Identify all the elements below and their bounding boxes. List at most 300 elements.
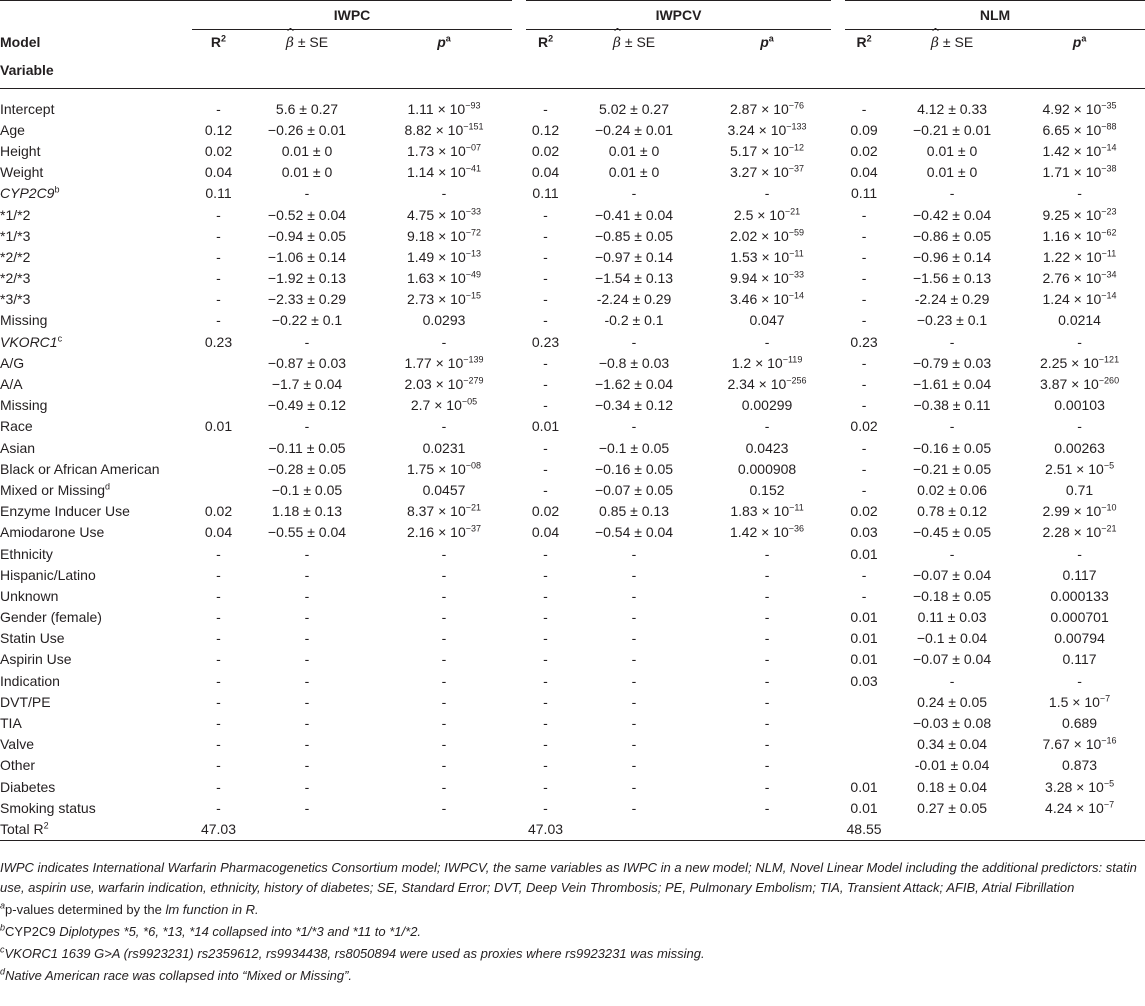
iwpcv-r2-cell: 0.23 <box>531 333 560 350</box>
iwpc-beta-cell: - <box>304 587 310 604</box>
iwpc-r2-cell <box>192 352 245 373</box>
iwpc-r2-cell: 0.01 <box>204 418 233 435</box>
nlm-p-cell: $1.22 \times 10^{-11}$ <box>1042 248 1117 265</box>
nlm-r2-cell: - <box>861 376 867 393</box>
iwpc-r2-cell: - <box>216 545 221 562</box>
iwpcv-r2-cell: - <box>543 312 548 329</box>
iwpc-p-cell: 0.0457 <box>422 481 466 498</box>
iwpc-beta-cell <box>245 818 369 840</box>
exponent: −11 <box>789 248 804 259</box>
variable-cell: Ethnicity <box>0 545 53 562</box>
table-row <box>0 501 1145 522</box>
nlm-beta-cell: - <box>949 672 955 689</box>
variable-cell: A/A <box>0 376 23 393</box>
nlm-beta-cell: −0.16 ± 0.05 <box>912 439 992 456</box>
iwpc-beta-cell: −2.33 ± 0.29 <box>267 291 347 308</box>
exponent: −11 <box>789 502 804 513</box>
nlm-p-cell: - <box>1077 418 1082 435</box>
nlm-beta-cell: −0.96 ± 0.14 <box>912 248 992 265</box>
table-row <box>0 522 1145 543</box>
nlm-p-cell: 0.117 <box>1062 566 1097 583</box>
table-row <box>0 670 1145 691</box>
iwpcv-r2-cell: - <box>543 100 548 117</box>
iwpc-beta-cell: −1.7 ± 0.04 <box>271 376 343 393</box>
nlm-r2-cell: - <box>861 566 867 583</box>
variable-cell: Intercept <box>0 100 55 117</box>
iwpc-r2-cell: - <box>216 609 221 626</box>
iwpc-r2-cell: - <box>216 291 221 308</box>
nlm-p-cell: $4.24 \times 10^{-7}$ <box>1045 799 1115 816</box>
group-header-iwpcv: IWPCV <box>519 1 838 30</box>
nlm-p-cell: $6.65 \times 10^{-88}$ <box>1042 121 1117 138</box>
exponent: −7 <box>1103 799 1115 810</box>
iwpcv-p-cell: $3.27 \times 10^{-37}$ <box>730 163 805 181</box>
nlm-beta-cell: −0.21 ± 0.05 <box>912 460 992 477</box>
exponent: −37 <box>465 523 482 534</box>
exponent: −279 <box>463 375 484 386</box>
nlm-p-cell: 0.000701 <box>1050 609 1109 626</box>
nlm-p-cell: $7.67 \times 10^{-16}$ <box>1042 735 1117 753</box>
variable-cell: *2/*3 <box>0 270 31 287</box>
iwpcv-p-cell: - <box>764 609 770 626</box>
nlm-p-cell: - <box>1077 185 1082 202</box>
nlm-p-cell: 0.689 <box>1062 715 1098 732</box>
iwpcv-r2-cell: - <box>543 778 548 795</box>
exponent: −121 <box>1098 354 1120 365</box>
nlm-beta-cell: −0.03 ± 0.08 <box>912 715 992 732</box>
nlm-p-cell: 0.00103 <box>1054 397 1105 414</box>
variable-cell: Aspirin Use <box>0 651 72 668</box>
iwpc-r2-cell: - <box>216 312 221 329</box>
iwpcv-r2-cell: 0.04 <box>531 524 560 541</box>
iwpcv-r2-cell: - <box>543 757 548 774</box>
exponent: −41 <box>465 163 482 174</box>
nlm-beta-cell: - <box>949 545 955 562</box>
iwpcv-p-cell: - <box>764 418 770 435</box>
exponent: −62 <box>1101 227 1117 238</box>
nlm-p-cell: $2.28 \times 10^{-21}$ <box>1042 523 1117 541</box>
iwpcv-r2-cell: - <box>543 672 548 689</box>
iwpc-beta-cell: - <box>304 545 310 562</box>
table-row <box>0 607 1145 628</box>
exponent: −16 <box>1101 735 1117 746</box>
iwpcv-beta-cell: - <box>631 693 637 710</box>
variable-cell: Race <box>0 418 33 435</box>
variable-cell: Diabetes <box>0 778 56 795</box>
iwpcv-r2-cell: - <box>543 376 548 393</box>
nlm-r2-cell: 0.01 <box>850 651 878 668</box>
iwpcv-p-cell: $3.46 \times 10^{-14}$ <box>730 290 805 308</box>
variable-cell: Age <box>0 121 25 138</box>
nlm-beta-cell: −0.21 ± 0.01 <box>912 121 992 138</box>
nlm-beta-cell: −0.23 ± 0.1 <box>916 312 988 329</box>
exponent: −34 <box>1101 269 1117 280</box>
nlm-r2-cell: 48.55 <box>846 820 882 837</box>
model-label: Model <box>0 33 41 50</box>
iwpcv-r2-cell: - <box>543 227 548 244</box>
iwpc-r2-cell <box>192 479 245 500</box>
iwpc-beta-cell: - <box>304 418 310 435</box>
variable-cell: *1/*3 <box>0 227 31 244</box>
nlm-p-cell: - <box>1077 333 1082 350</box>
nlm-p-cell: $2.25 \times 10^{-121}$ <box>1040 354 1120 371</box>
nlm-r2-cell <box>838 755 890 776</box>
iwpc-beta-cell: - <box>304 715 310 732</box>
nlm-r2-cell: 0.01 <box>850 799 878 816</box>
iwpcv-r2-cell: 0.02 <box>531 142 560 159</box>
iwpcv-beta-cell: - <box>631 715 637 732</box>
iwpcv-beta-cell: −0.34 ± 0.12 <box>594 397 674 414</box>
nlm-r2-cell: 0.01 <box>850 609 878 626</box>
nlm-beta-cell: 0.18 ± 0.04 <box>917 778 988 795</box>
nlm-p-cell: $1.16 \times 10^{-62}$ <box>1042 227 1117 244</box>
table-row <box>0 649 1145 670</box>
iwpcv-p-cell: 0.0423 <box>745 439 789 456</box>
iwpcv-r2-cell: 47.03 <box>527 820 564 837</box>
table-row <box>0 818 1145 840</box>
iwpcv-beta-cell: - <box>631 587 637 604</box>
iwpcv-beta-cell: - <box>631 672 637 689</box>
iwpc-p-cell: - <box>441 672 447 689</box>
iwpc-p-cell: $2.7 \times 10^{-05}$ <box>410 396 478 414</box>
nlm-beta-cell: −0.38 ± 0.11 <box>913 397 991 414</box>
table-row <box>0 162 1145 183</box>
nlm-beta-cell: 0.78 ± 0.12 <box>917 503 988 520</box>
iwpcv-r2-cell: - <box>543 397 548 414</box>
nlm-beta-cell: −1.61 ± 0.04 <box>912 376 992 393</box>
iwpcv-p-cell: - <box>764 693 770 710</box>
exponent: −133 <box>786 121 807 132</box>
iwpcv-r2-cell: - <box>543 270 548 287</box>
exponent: −10 <box>1101 502 1117 513</box>
iwpc-beta-cell: - <box>304 566 310 583</box>
iwpcv-r2-cell: 0.12 <box>531 121 560 138</box>
iwpcv-beta-cell: 0.01 ± 0 <box>608 164 660 181</box>
nlm-beta-cell: 0.11 ± 0.03 <box>917 609 987 626</box>
table-body <box>0 89 1145 841</box>
iwpc-beta-cell: - <box>304 630 310 647</box>
iwpcv-r2-cell: - <box>543 693 548 710</box>
table-row <box>0 564 1145 585</box>
iwpcv-r2-cell: - <box>543 354 548 371</box>
iwpc-r2-cell: - <box>216 693 221 710</box>
table-row <box>0 183 1145 204</box>
nlm-p-cell: $3.28 \times 10^{-5}$ <box>1045 777 1115 795</box>
nlm-p-cell <box>1014 818 1145 840</box>
nlm-beta-cell: −0.86 ± 0.05 <box>912 227 992 244</box>
nlm-p-cell: - <box>1077 672 1082 689</box>
nlm-r2-cell: 0.01 <box>850 630 878 647</box>
nlm-beta-cell: 4.12 ± 0.33 <box>917 100 988 117</box>
iwpcv-p-cell: $3.24 \times 10^{-133}$ <box>727 121 807 138</box>
iwpc-r2-cell: 0.12 <box>204 121 233 138</box>
beta-header: ^ β ± SE <box>930 26 974 51</box>
table-row <box>0 225 1145 246</box>
exponent: −11 <box>1101 248 1117 259</box>
iwpcv-p-cell: - <box>764 778 770 795</box>
nlm-r2-cell: - <box>861 100 867 117</box>
table-row <box>0 416 1145 437</box>
iwpcv-p-cell: $1.53 \times 10^{-11}$ <box>730 248 804 265</box>
exponent: −76 <box>788 99 805 110</box>
iwpc-r2-cell: - <box>216 587 221 604</box>
iwpc-r2-cell: - <box>216 651 221 668</box>
table-row <box>0 628 1145 649</box>
nlm-r2-cell: 0.02 <box>850 503 878 520</box>
iwpcv-beta-cell <box>572 818 696 840</box>
iwpc-beta-cell: 5.6 ± 0.27 <box>275 100 339 117</box>
variable-cell: Height <box>0 142 41 159</box>
nlm-beta-cell: -0.01 ± 0.04 <box>914 757 990 774</box>
nlm-r2-cell: - <box>861 439 867 456</box>
nlm-r2-cell: 0.03 <box>850 524 878 541</box>
iwpc-p-cell: 0.0293 <box>422 312 466 329</box>
iwpcv-r2-cell: - <box>543 715 548 732</box>
iwpc-beta-cell: 0.01 ± 0 <box>281 164 333 181</box>
nlm-p-cell: 0.00263 <box>1054 439 1105 456</box>
exponent: −119 <box>782 354 803 365</box>
iwpc-p-cell: - <box>441 778 447 795</box>
iwpc-r2-cell <box>192 437 245 458</box>
exponent: −08 <box>465 460 482 471</box>
table-row <box>0 310 1145 331</box>
iwpcv-p-cell: - <box>764 566 770 583</box>
p-header: $p^a$ <box>760 33 774 50</box>
exponent: −88 <box>1101 121 1117 132</box>
header-blank <box>0 1 192 30</box>
variable-cell: DVT/PE <box>0 693 51 710</box>
iwpcv-p-cell: $1.83 \times 10^{-11}$ <box>730 502 804 520</box>
iwpcv-beta-cell: −0.8 ± 0.03 <box>598 354 670 371</box>
iwpc-p-cell: $1.14 \times 10^{-41}$ <box>406 163 482 181</box>
iwpcv-beta-cell: −0.07 ± 0.05 <box>594 481 674 498</box>
iwpc-p-cell: - <box>441 630 447 647</box>
nlm-p-cell: - <box>1077 545 1082 562</box>
variable-cell: A/G <box>0 354 25 371</box>
iwpc-r2-cell: 0.02 <box>204 503 233 520</box>
iwpcv-beta-cell: −0.24 ± 0.01 <box>594 121 674 138</box>
nlm-r2-cell: 0.01 <box>850 778 878 795</box>
nlm-r2-cell: - <box>861 460 867 477</box>
iwpcv-beta-cell: - <box>631 333 637 350</box>
iwpc-p-cell: - <box>441 587 447 604</box>
iwpcv-p-cell: - <box>764 736 770 753</box>
iwpc-beta-cell: −0.11 ± 0.05 <box>268 439 346 456</box>
iwpc-p-cell: - <box>441 715 447 732</box>
iwpcv-r2-cell: 0.04 <box>531 164 560 181</box>
iwpcv-r2-cell: - <box>543 799 548 816</box>
iwpc-p-cell: $1.11 \times 10^{-93}$ <box>407 99 481 117</box>
nlm-r2-cell <box>838 691 890 712</box>
iwpcv-p-cell: $2.87 \times 10^{-76}$ <box>730 99 805 117</box>
nlm-p-cell: $2.76 \times 10^{-34}$ <box>1042 269 1117 287</box>
iwpc-beta-cell: - <box>304 185 310 202</box>
nlm-beta-cell: −0.42 ± 0.04 <box>912 206 992 223</box>
iwpc-beta-cell: −1.06 ± 0.14 <box>267 248 347 265</box>
variable-cell: *1/*2 <box>0 206 31 223</box>
iwpc-r2-cell <box>192 373 245 394</box>
iwpcv-beta-cell: - <box>631 630 637 647</box>
nlm-r2-cell: 0.01 <box>850 545 878 562</box>
nlm-beta-cell <box>890 818 1014 840</box>
exponent: −13 <box>465 248 482 259</box>
iwpc-p-cell: $9.18 \times 10^{-72}$ <box>406 227 482 244</box>
table-row <box>0 691 1145 712</box>
nlm-beta-cell: 0.02 ± 0.06 <box>917 481 988 498</box>
iwpc-p-cell: - <box>441 566 447 583</box>
exponent: −14 <box>788 290 805 301</box>
iwpcv-beta-cell: −0.1 ± 0.05 <box>598 439 670 456</box>
exponent: −59 <box>788 227 805 238</box>
iwpcv-beta-cell: 0.85 ± 0.13 <box>599 503 669 520</box>
iwpc-r2-cell: 0.04 <box>204 524 233 541</box>
variable-cell: *3/*3 <box>0 291 31 308</box>
nlm-beta-cell: −0.07 ± 0.04 <box>912 651 992 668</box>
iwpcv-p-cell <box>696 818 838 840</box>
exponent: −35 <box>1101 99 1117 110</box>
iwpc-p-cell: $1.49 \times 10^{-13}$ <box>406 248 482 265</box>
variable-cell: Mixed or Missing$^d$ <box>0 481 111 498</box>
table-row <box>0 140 1145 161</box>
iwpc-r2-cell <box>192 458 245 479</box>
variable-cell: Missing <box>0 312 48 329</box>
iwpc-p-cell: $1.75 \times 10^{-08}$ <box>406 460 482 477</box>
iwpcv-beta-cell: - <box>631 778 637 795</box>
nlm-r2-cell <box>838 712 890 733</box>
iwpcv-r2-cell: 0.01 <box>531 418 560 435</box>
iwpc-p-cell: - <box>441 736 447 753</box>
iwpc-p-cell: $8.82 \times 10^{-151}$ <box>404 121 484 138</box>
exponent: −139 <box>463 354 484 365</box>
iwpcv-beta-cell: - <box>631 418 637 435</box>
variable-cell: Missing <box>0 397 48 414</box>
nlm-beta-cell: −0.1 ± 0.04 <box>916 630 988 647</box>
table-row <box>0 543 1145 564</box>
iwpc-r2-cell: - <box>216 206 221 223</box>
iwpc-p-cell: - <box>441 545 447 562</box>
nlm-beta-cell: −1.56 ± 0.13 <box>912 270 992 287</box>
iwpc-beta-cell: −0.52 ± 0.04 <box>267 206 347 223</box>
nlm-r2-cell: - <box>861 312 867 329</box>
iwpcv-p-cell: $1.2 \times 10^{-119}$ <box>731 354 803 371</box>
nlm-r2-cell: - <box>861 587 867 604</box>
iwpcv-beta-cell: −0.41 ± 0.04 <box>594 206 674 223</box>
exponent: −72 <box>465 227 482 238</box>
iwpc-beta-cell: - <box>304 609 310 626</box>
table-row <box>0 712 1145 733</box>
exponent: −14 <box>1101 142 1117 153</box>
nlm-p-cell: $4.92 \times 10^{-35}$ <box>1042 99 1117 117</box>
footnote-b: $^b$CYP2C9 Diplotypes *5, *6, *13, *14 collapsed into *1/*3 and *11 to *1/*2. <box>0 922 422 939</box>
nlm-beta-cell: 0.27 ± 0.05 <box>917 799 988 816</box>
iwpc-r2-cell: - <box>216 100 221 117</box>
iwpcv-r2-cell: - <box>543 206 548 223</box>
nlm-r2-cell: - <box>861 248 867 265</box>
iwpcv-r2-cell: - <box>543 651 548 668</box>
p-header: $p^a$ <box>1072 33 1087 50</box>
exponent: −05 <box>461 396 478 407</box>
table-footnotes <box>0 858 1140 986</box>
iwpcv-p-cell: - <box>764 651 770 668</box>
table-row <box>0 437 1145 458</box>
variable-cell: Amiodarone Use <box>0 524 105 541</box>
iwpc-p-cell: $2.03 \times 10^{-279}$ <box>404 375 484 393</box>
iwpc-p-cell: $2.73 \times 10^{-15}$ <box>406 290 482 308</box>
variable-label: Variable <box>0 62 54 78</box>
nlm-p-cell: $2.51 \times 10^{-5}$ <box>1045 460 1115 477</box>
exponent: −21 <box>465 502 482 513</box>
exponent: −5 <box>1103 460 1115 471</box>
nlm-r2-cell: - <box>861 227 867 244</box>
iwpcv-beta-cell: 5.02 ± 0.27 <box>599 100 669 117</box>
exponent: −260 <box>1098 375 1120 386</box>
abbreviations-note: IWPC indicates International Warfarin Pharmacogenetics Consortium model; IWPCV, the same variables as IWPC in a new model; NLM, Novel Linear Model including the additional predictors: statin use, aspirin use, warfarin indication, ethnicity, history of diabetes; SE, Standard Error; DVT, Deep Vein Thrombosis; PE, Pulmonary Embolism; TIA, Transient Attack; AFIB, Atrial Fibrillation <box>0 860 1137 895</box>
iwpc-p-cell: - <box>441 651 447 668</box>
iwpcv-beta-cell: −0.54 ± 0.04 <box>594 524 674 541</box>
iwpcv-p-cell: - <box>764 545 770 562</box>
nlm-r2-cell: 0.02 <box>850 142 878 159</box>
nlm-p-cell: $1.42 \times 10^{-14}$ <box>1042 142 1117 159</box>
nlm-r2-cell: - <box>861 354 867 371</box>
table-row <box>0 331 1145 352</box>
iwpc-beta-cell: 0.01 ± 0 <box>281 142 333 159</box>
table-row <box>0 204 1145 225</box>
nlm-beta-cell: - <box>949 418 955 435</box>
nlm-p-cell: 0.873 <box>1062 757 1098 774</box>
iwpc-r2-cell: 47.03 <box>200 820 237 837</box>
iwpcv-p-cell: - <box>764 715 770 732</box>
nlm-beta-cell: −0.07 ± 0.04 <box>912 566 992 583</box>
iwpc-p-cell: - <box>441 799 447 816</box>
iwpc-r2-cell <box>192 395 245 416</box>
iwpc-p-cell <box>369 818 519 840</box>
iwpc-beta-cell: - <box>304 778 310 795</box>
exponent: −151 <box>463 121 484 132</box>
table-row <box>0 797 1145 818</box>
exponent: −7 <box>1099 693 1111 704</box>
iwpcv-beta-cell: - <box>631 609 637 626</box>
variable-cell: CYP2C9$^b$ <box>0 184 60 202</box>
iwpcv-beta-cell: -2.24 ± 0.29 <box>596 291 672 308</box>
iwpcv-beta-cell: 0.01 ± 0 <box>608 142 660 159</box>
variable-cell: Indication <box>0 672 60 689</box>
footnote-c: $^c$VKORC1 1639 G>A (rs9923231) rs2359612, rs9934438, rs8050894 were used as proxies where rs9923231 was missing. <box>0 944 705 961</box>
iwpc-p-cell: $1.63 \times 10^{-49}$ <box>406 269 482 287</box>
iwpc-r2-cell: - <box>216 778 221 795</box>
iwpcv-beta-cell: −1.54 ± 0.13 <box>594 270 674 287</box>
nlm-p-cell: $3.87 \times 10^{-260}$ <box>1040 375 1120 393</box>
iwpcv-p-cell: $2.5 \times 10^{-21}$ <box>733 205 801 223</box>
nlm-p-cell: $1.24 \times 10^{-14}$ <box>1042 290 1117 308</box>
nlm-r2-cell: 0.11 <box>850 185 878 202</box>
iwpcv-p-cell: $5.17 \times 10^{-12}$ <box>730 142 805 159</box>
iwpcv-p-cell: - <box>764 799 770 816</box>
iwpcv-r2-cell: - <box>543 248 548 265</box>
iwpcv-p-cell: - <box>764 630 770 647</box>
iwpcv-p-cell: - <box>764 333 770 350</box>
iwpc-p-cell: $2.16 \times 10^{-37}$ <box>406 523 482 541</box>
iwpcv-beta-cell: - <box>631 566 637 583</box>
iwpcv-p-cell: $2.02 \times 10^{-59}$ <box>730 227 805 244</box>
iwpcv-r2-cell: - <box>543 587 548 604</box>
r2-header: $R^2$ <box>856 33 872 50</box>
iwpc-r2-cell: - <box>216 715 221 732</box>
table-row <box>0 395 1145 416</box>
iwpcv-r2-cell: 0.11 <box>532 185 559 202</box>
table-row <box>0 734 1145 755</box>
iwpcv-p-cell: - <box>764 587 770 604</box>
iwpcv-beta-cell: −1.62 ± 0.04 <box>594 376 674 393</box>
